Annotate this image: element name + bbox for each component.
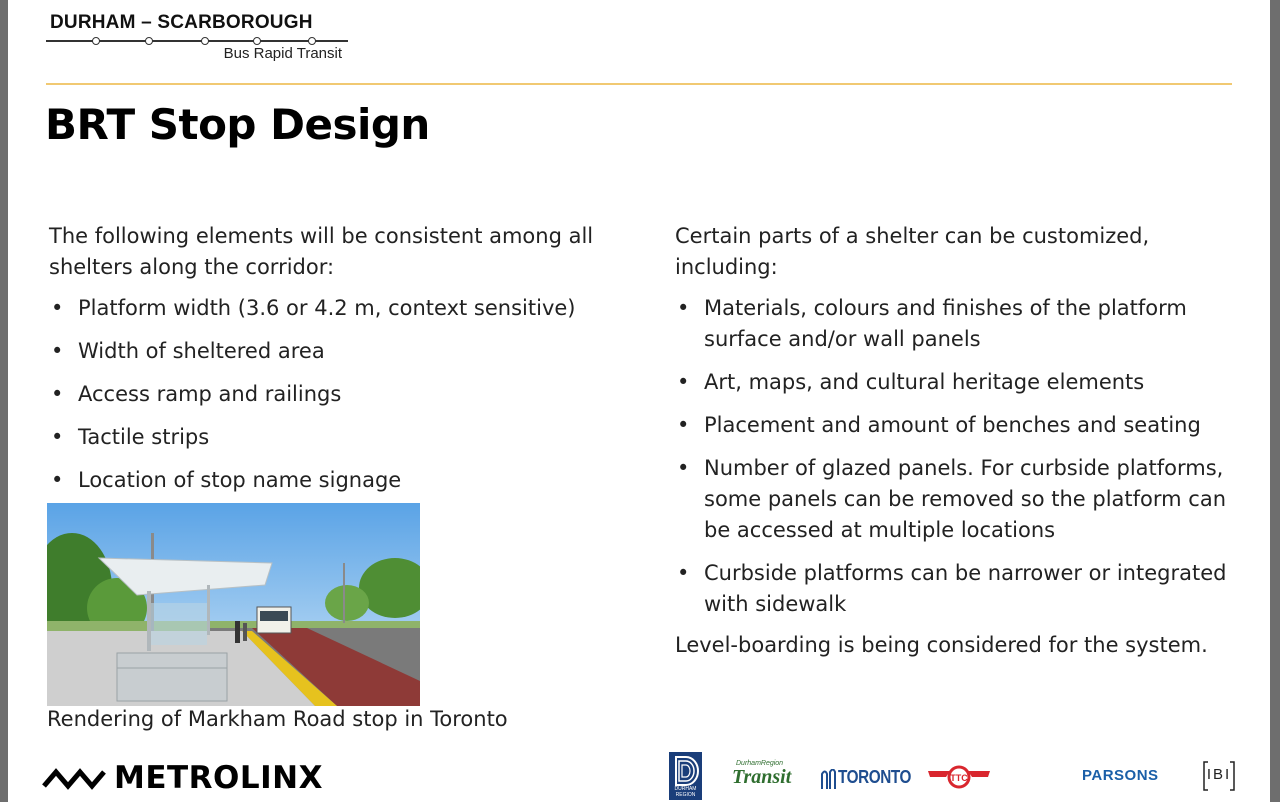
consistent-elements-column	[49, 221, 609, 508]
brand-subtitle: Bus Rapid Transit	[223, 45, 342, 62]
ibi-logo	[1202, 760, 1236, 792]
left-intro: The following elements will be consistent among all shelters along the corridor:	[49, 224, 594, 279]
right-intro: Certain parts of a shelter can be customized, including:	[675, 224, 1150, 279]
parsons-logo: PARSONS	[1082, 767, 1159, 784]
durham-region-logo	[669, 752, 702, 800]
header-divider	[46, 83, 1232, 85]
metrolinx-logo	[42, 760, 332, 800]
transit-wordmark: Transit	[732, 766, 792, 788]
list-item: • Tactile strips	[49, 422, 609, 453]
list-item: • Curbside platforms can be narrower or integrated with sidewalk	[675, 558, 1235, 620]
bullet-icon: •	[51, 382, 64, 406]
bullet-icon: •	[677, 561, 690, 585]
bullet-icon: •	[51, 339, 64, 363]
brand-stop-dot	[92, 37, 100, 45]
customizable-elements-list	[675, 293, 1235, 620]
bullet-icon: •	[677, 456, 690, 480]
toronto-logo	[820, 766, 911, 792]
brand-stop-dot	[253, 37, 261, 45]
metrolinx-wave-icon	[42, 766, 110, 790]
bullet-icon: •	[677, 370, 690, 394]
slide-title: BRT Stop Design	[45, 100, 430, 149]
bullet-icon: •	[677, 296, 690, 320]
customizable-elements-column	[675, 221, 1235, 661]
stop-rendering-image	[47, 503, 420, 706]
brand-stop-dot	[201, 37, 209, 45]
image-caption: Rendering of Markham Road stop in Toronto	[47, 707, 508, 731]
list-item: • Art, maps, and cultural heritage elements	[675, 367, 1235, 398]
list-item: • Placement and amount of benches and seating	[675, 410, 1235, 441]
bullet-icon: •	[51, 425, 64, 449]
brand-stop-dot	[145, 37, 153, 45]
ttc-wings-icon	[926, 763, 992, 791]
metrolinx-wordmark: METROLINX	[114, 760, 324, 796]
list-item: • Width of sheltered area	[49, 336, 609, 367]
list-item: • Materials, colours and finishes of the platform surface and/or wall panels	[675, 293, 1235, 355]
durham-logo-text: DURHAM REGION	[674, 786, 697, 798]
ibi-wordmark: IBI	[1206, 766, 1232, 783]
closing-note: Level-boarding is being considered for the system.	[675, 633, 1208, 657]
ttc-wordmark: TTC	[950, 773, 968, 783]
slide	[8, 0, 1270, 802]
brand-stop-dot	[308, 37, 316, 45]
ttc-logo	[926, 763, 992, 791]
toronto-city-hall-icon	[820, 769, 837, 789]
toronto-wordmark: TORONTO	[838, 767, 911, 787]
brand-logo	[46, 12, 350, 64]
durham-region-transit-logo	[728, 760, 800, 794]
brand-name: DURHAM – SCARBOROUGH	[50, 12, 313, 33]
list-item: • Platform width (3.6 or 4.2 m, context sensitive)	[49, 293, 609, 324]
list-item: • Location of stop name signage	[49, 465, 609, 496]
list-item: • Number of glazed panels. For curbside platforms, some panels can be removed so the platform can be accessed at multiple locations	[675, 453, 1235, 546]
bullet-icon: •	[51, 468, 64, 492]
bullet-icon: •	[51, 296, 64, 320]
list-item: • Access ramp and railings	[49, 379, 609, 410]
transit-small-text: DurhamRegion	[736, 760, 784, 767]
consistent-elements-list	[49, 293, 609, 496]
bullet-icon: •	[677, 413, 690, 437]
